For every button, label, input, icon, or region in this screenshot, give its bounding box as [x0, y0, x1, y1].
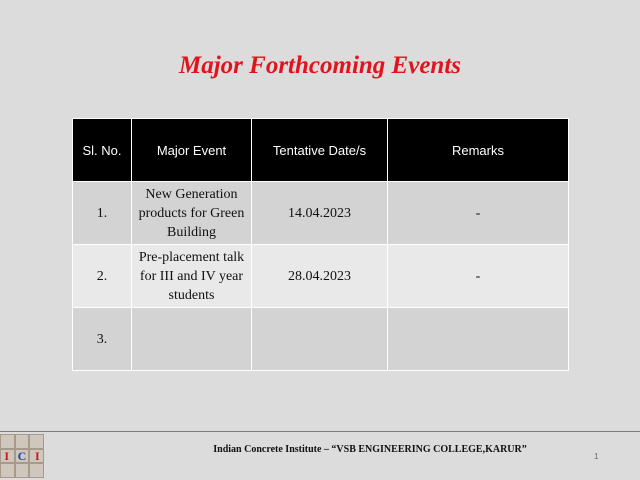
- logo-letters: I C I: [4, 449, 40, 463]
- ici-logo: [0, 434, 44, 478]
- footer-divider: [0, 431, 640, 432]
- cell-date: 14.04.2023: [252, 182, 388, 245]
- page-number: 1: [594, 452, 599, 461]
- header-tentative-dates: Tentative Date/s: [252, 119, 388, 182]
- cell-date: [252, 308, 388, 371]
- cell-major-event: [132, 308, 252, 371]
- cell-major-event: Pre-placement talk for III and IV year students: [132, 245, 252, 308]
- table-row: [73, 308, 569, 371]
- cell-date: 28.04.2023: [252, 245, 388, 308]
- cell-remarks: -: [388, 182, 569, 245]
- events-table: [72, 118, 569, 371]
- table-header-row: [73, 119, 569, 182]
- cell-sl-no: 1.: [73, 182, 132, 245]
- cell-major-event: New Generation products for Green Building: [132, 182, 252, 245]
- slide-title: Major Forthcoming Events: [179, 52, 461, 79]
- cell-remarks: -: [388, 245, 569, 308]
- cell-sl-no: 3.: [73, 308, 132, 371]
- header-sl-no: Sl. No.: [73, 119, 132, 182]
- cell-sl-no: 2.: [73, 245, 132, 308]
- header-major-event: Major Event: [132, 119, 252, 182]
- table-row: [73, 182, 569, 245]
- footer-text: Indian Concrete Institute – “VSB ENGINEERING COLLEGE,KARUR”: [213, 444, 527, 455]
- header-remarks: Remarks: [388, 119, 569, 182]
- cell-remarks: [388, 308, 569, 371]
- table-row: [73, 245, 569, 308]
